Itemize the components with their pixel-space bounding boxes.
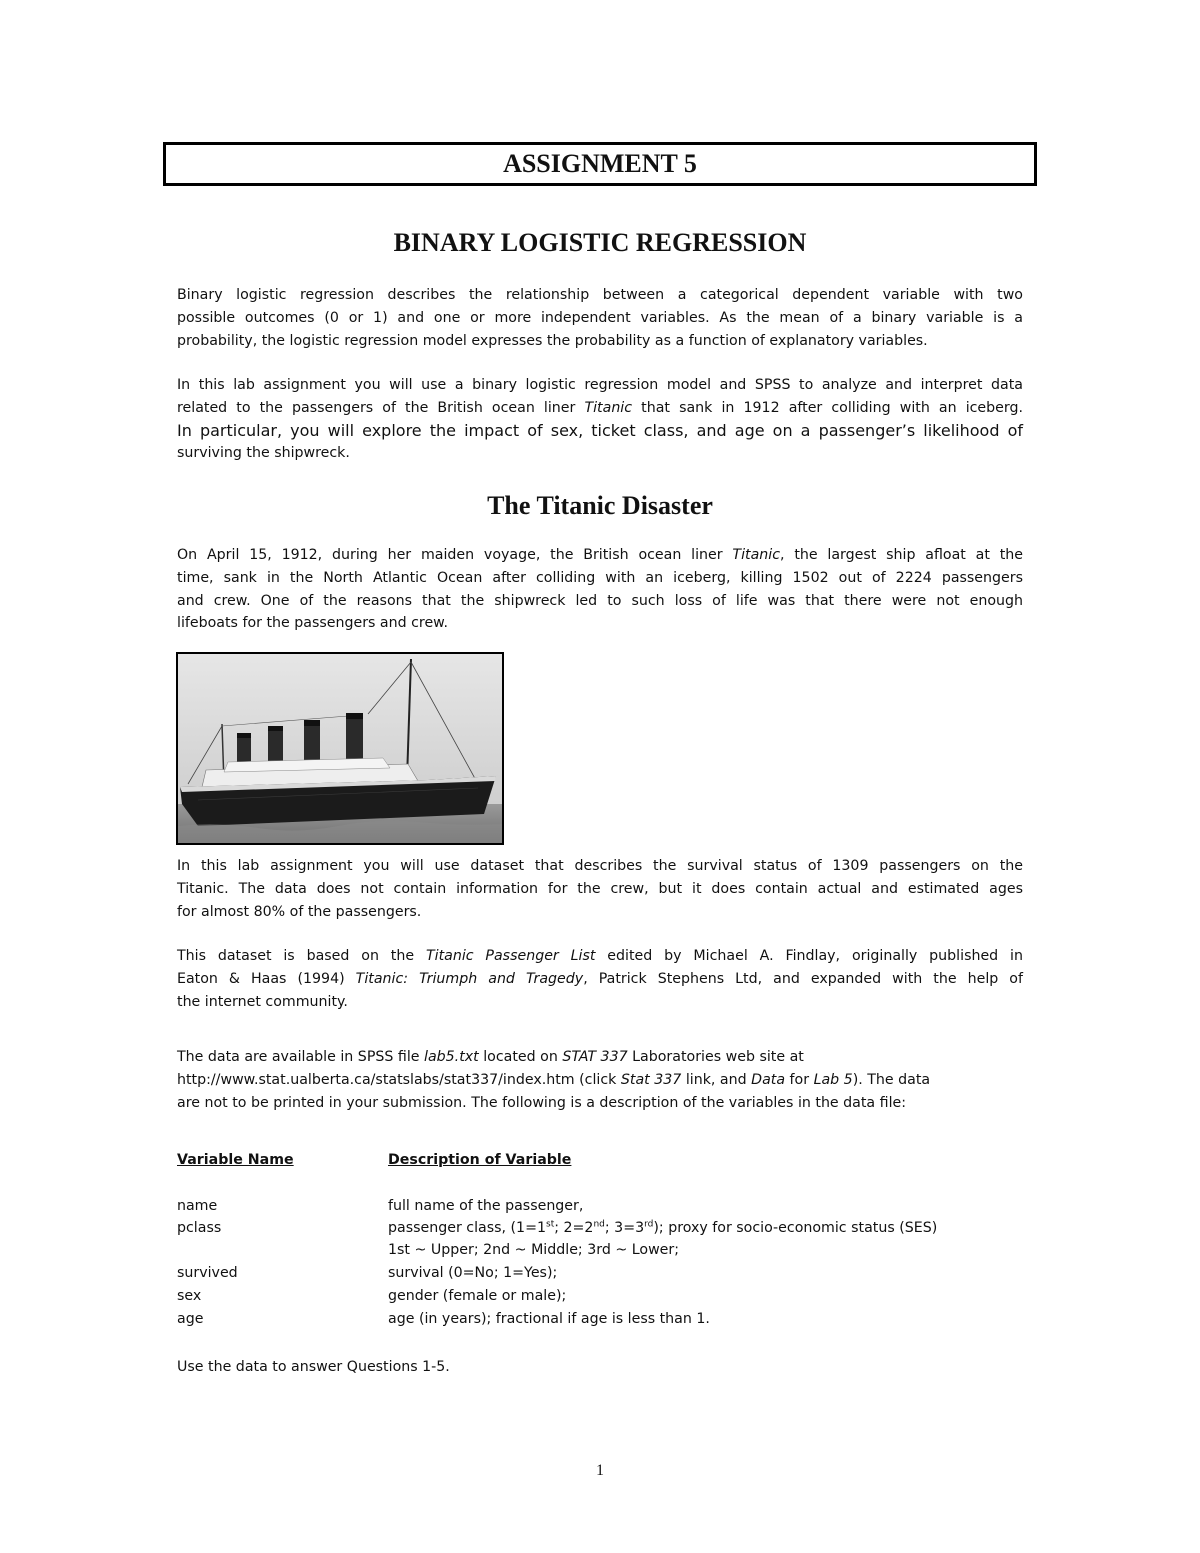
variable-description: 1st ~ Upper; 2nd ~ Middle; 3rd ~ Lower; [388,1242,680,1258]
source-line: the internet community. [177,993,348,1010]
availability-line: are not to be printed in your submission. The following is a description of the variables in the data file: [177,1094,907,1111]
assignment-title: ASSIGNMENT 5 [503,149,697,178]
dataset-paragraph [177,855,1023,923]
disaster-line: time, sank in the North Atlantic Ocean after colliding with an iceberg, killing 1502 out of 2224 passengers [177,569,1023,586]
lab-line: surviving the shipwreck. [177,445,350,462]
source-paragraph [177,945,1023,1013]
section-heading: The Titanic Disaster [487,491,713,520]
closing-instruction: Use the data to answer Questions 1-5. [177,1359,450,1375]
lab-paragraph [177,374,1023,465]
availability-paragraph [177,1046,1023,1114]
page-number: 1 [596,1462,604,1479]
source-line: Eaton & Haas (1994) Titanic: Triumph and Tragedy, Patrick Stephens Ltd, and expanded with the help of [177,970,1023,987]
lab-line: In this lab assignment you will use a binary logistic regression model and SPSS to analyze and interpret data [177,377,1023,393]
titanic-photo [176,652,504,845]
dataset-line: Titanic. The data does not contain information for the crew, but it does contain actual and estimated ages [177,880,1023,897]
variable-description: full name of the passenger, [388,1198,584,1214]
variable-description: passenger class, (1=1st; 2=2nd; 3=3rd); proxy for socio-economic status (SES) [388,1219,938,1236]
intro-line: possible outcomes (0 or 1) and one or more independent variables. As the mean of a binary variable is a [177,309,1023,326]
lab-line: In particular, you will explore the impact of sex, ticket class, and age on a passenger’s likelihood of [177,420,1023,440]
main-heading: BINARY LOGISTIC REGRESSION [393,228,807,257]
disaster-paragraph [177,544,1023,635]
variable-description: survival (0=No; 1=Yes); [388,1265,558,1281]
variable-description: age (in years); fractional if age is less than 1. [388,1311,710,1327]
disaster-line: and crew. One of the reasons that the shipwreck led to such loss of life was that there were not enough [177,592,1023,609]
availability-line: http://www.stat.ualberta.ca/statslabs/stat337/index.htm (click Stat 337 link, and Data for Lab 5). The data [177,1071,931,1088]
title-box [163,142,1037,186]
lab-line: related to the passengers of the British ocean liner Titanic that sank in 1912 after colliding with an iceberg. [177,399,1023,416]
intro-line: Binary logistic regression describes the relationship between a categorical dependent variable with two [177,287,1023,303]
titanic-ship-illustration [178,654,502,843]
availability-line: The data are available in SPSS file lab5.txt located on STAT 337 Laboratories web site at [177,1049,804,1065]
variable-name-header: Variable Name [177,1152,294,1168]
variable-name: survived [177,1265,238,1281]
intro-paragraph [177,284,1023,352]
variable-name: sex [177,1288,202,1304]
disaster-line: On April 15, 1912, during her maiden voyage, the British ocean liner Titanic, the largest ship afloat at the [177,547,1024,563]
intro-line: probability, the logistic regression model expresses the probability as a function of explanatory variables. [177,332,928,349]
variable-description-header: Description of Variable [388,1152,572,1168]
source-line: This dataset is based on the Titanic Passenger List edited by Michael A. Findlay, originally published in [177,948,1023,964]
dataset-line: for almost 80% of the passengers. [177,903,422,920]
data-url[interactable]: http://www.stat.ualberta.ca/statslabs/stat337/index.htm (click [177,1071,621,1088]
variable-description: gender (female or male); [388,1288,567,1304]
disaster-line: lifeboats for the passengers and crew. [177,615,448,632]
variable-name: age [177,1311,204,1327]
variable-name: name [177,1198,218,1214]
variable-name: pclass [177,1220,222,1236]
dataset-line: In this lab assignment you will use dataset that describes the survival status of 1309 passengers on the [177,858,1023,874]
